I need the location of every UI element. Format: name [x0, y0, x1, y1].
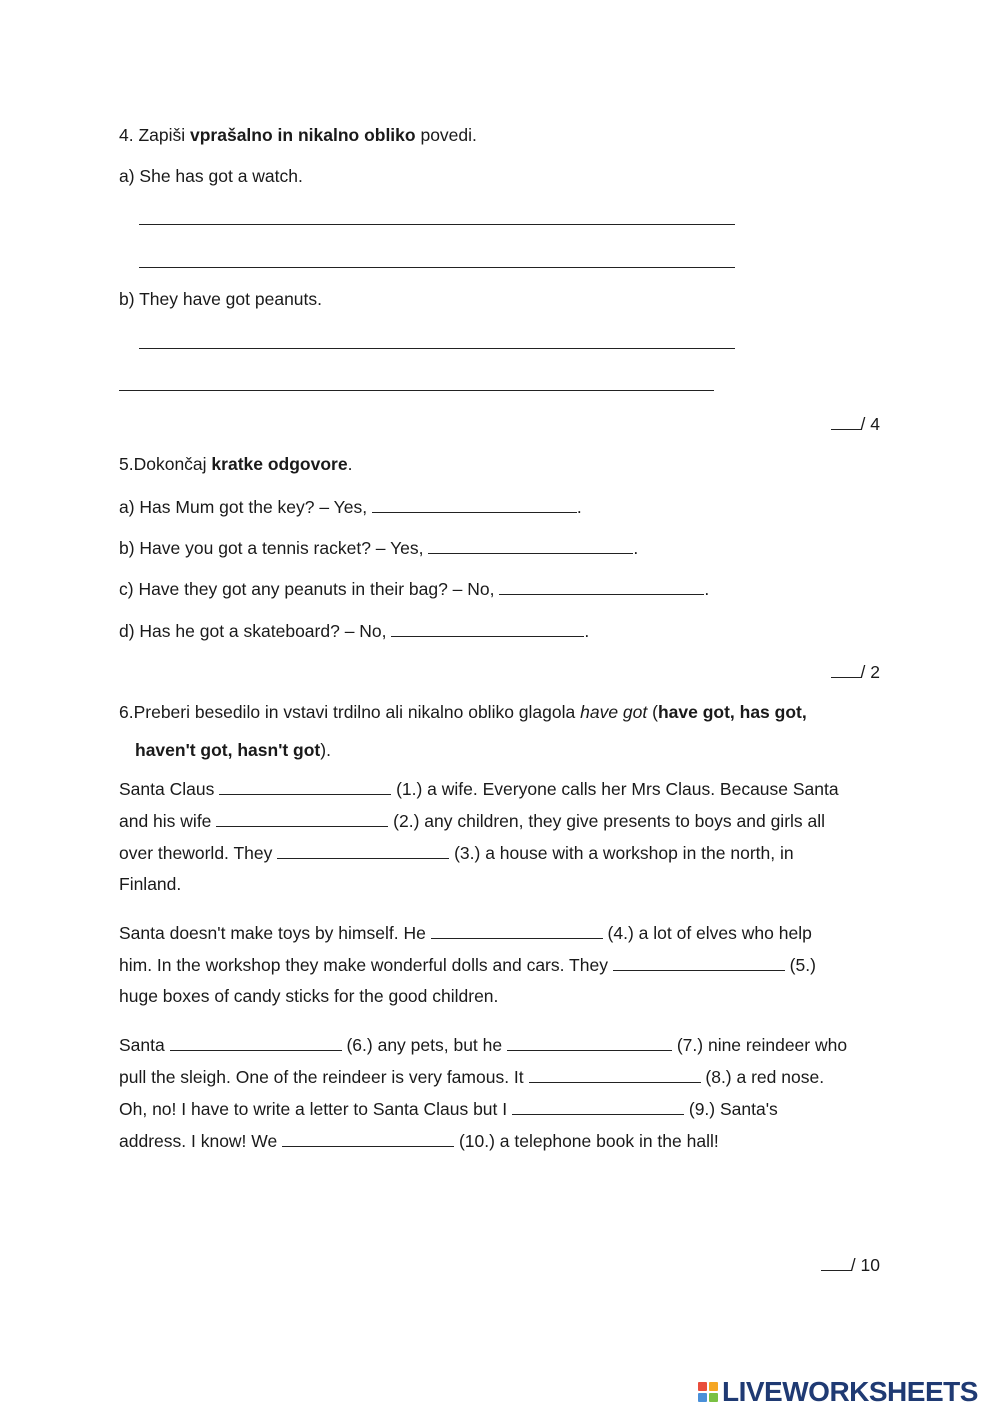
q5-heading: 5.Dokončaj kratke odgovore.	[119, 454, 353, 474]
q6-blank-8[interactable]	[529, 1068, 701, 1083]
q5-item-c: c) Have they got any peanuts in their bag? – No, .	[119, 579, 710, 599]
logo-square-1	[698, 1382, 707, 1391]
q6-p2-line-3: huge boxes of candy sticks for the good children.	[119, 986, 499, 1006]
q6-p1-line-1: Santa Claus (1.) a wife. Everyone calls her Mrs Claus. Because Santa	[119, 779, 839, 799]
q6-score: / 10	[821, 1256, 880, 1275]
q5-a-answer-blank[interactable]	[372, 498, 577, 513]
q4-a-answer-line-1[interactable]	[139, 224, 735, 225]
q6-blank-9[interactable]	[512, 1100, 684, 1115]
liveworksheets-logo	[698, 1377, 978, 1407]
logo-square-4	[709, 1393, 718, 1402]
q6-blank-7[interactable]	[507, 1036, 672, 1051]
logo-square-2	[709, 1382, 718, 1391]
q6-blank-6[interactable]	[170, 1036, 342, 1051]
q6-score-blank[interactable]	[821, 1256, 851, 1271]
q6-blank-1[interactable]	[219, 780, 391, 795]
q6-blank-5[interactable]	[613, 956, 785, 971]
q6-heading-cont: haven't got, hasn't got).	[135, 740, 331, 760]
q6-blank-10[interactable]	[282, 1132, 454, 1147]
q4-heading: 4. Zapiši vprašalno in nikalno obliko povedi.	[119, 125, 477, 145]
q6-p3-line-4: address. I know! We (10.) a telephone book in the hall!	[119, 1131, 719, 1151]
logo-square-3	[698, 1393, 707, 1402]
q5-item-d: d) Has he got a skateboard? – No, .	[119, 621, 590, 641]
q4-b-answer-line-1[interactable]	[139, 348, 735, 349]
q4-item-b: b) They have got peanuts.	[119, 289, 323, 309]
q5-c-answer-blank[interactable]	[499, 580, 704, 595]
q6-p2-line-2: him. In the workshop they make wonderful dolls and cars. They (5.)	[119, 955, 816, 975]
q6-blank-2[interactable]	[216, 812, 388, 827]
logo-text: LIVEWORKSHEETS	[722, 1376, 978, 1407]
q4-score: / 4	[831, 415, 880, 434]
q6-p1-line-2: and his wife (2.) any children, they give presents to boys and girls all	[119, 811, 826, 831]
q5-item-b: b) Have you got a tennis racket? – Yes, .	[119, 538, 639, 558]
q5-d-answer-blank[interactable]	[391, 622, 584, 637]
q5-score-blank[interactable]	[831, 663, 861, 678]
q6-p3-line-1: Santa (6.) any pets, but he (7.) nine reindeer who	[119, 1035, 848, 1055]
q5-item-a: a) Has Mum got the key? – Yes, .	[119, 497, 582, 517]
q5-b-answer-blank[interactable]	[428, 539, 633, 554]
q6-p2-line-1: Santa doesn't make toys by himself. He (4.) a lot of elves who help	[119, 923, 812, 943]
q6-p3-line-2: pull the sleigh. One of the reindeer is very famous. It (8.) a red nose.	[119, 1067, 825, 1087]
q6-p1-line-4: Finland.	[119, 874, 182, 894]
q6-p3-line-3: Oh, no! I have to write a letter to Santa Claus but I (9.) Santa's	[119, 1099, 778, 1119]
q6-blank-4[interactable]	[431, 924, 603, 939]
q4-b-answer-line-2[interactable]	[119, 390, 714, 391]
q4-score-blank[interactable]	[831, 415, 861, 430]
q6-p1-line-3: over theworld. They (3.) a house with a workshop in the north, in	[119, 843, 794, 863]
q5-score: / 2	[831, 663, 880, 682]
q6-blank-3[interactable]	[277, 844, 449, 859]
q4-a-answer-line-2[interactable]	[139, 267, 735, 268]
q6-heading: 6.Preberi besedilo in vstavi trdilno ali nikalno obliko glagola have got (have got, has got,	[119, 702, 807, 722]
liveworksheets-logo-icon	[698, 1382, 718, 1402]
q4-item-a: a) She has got a watch.	[119, 166, 303, 186]
